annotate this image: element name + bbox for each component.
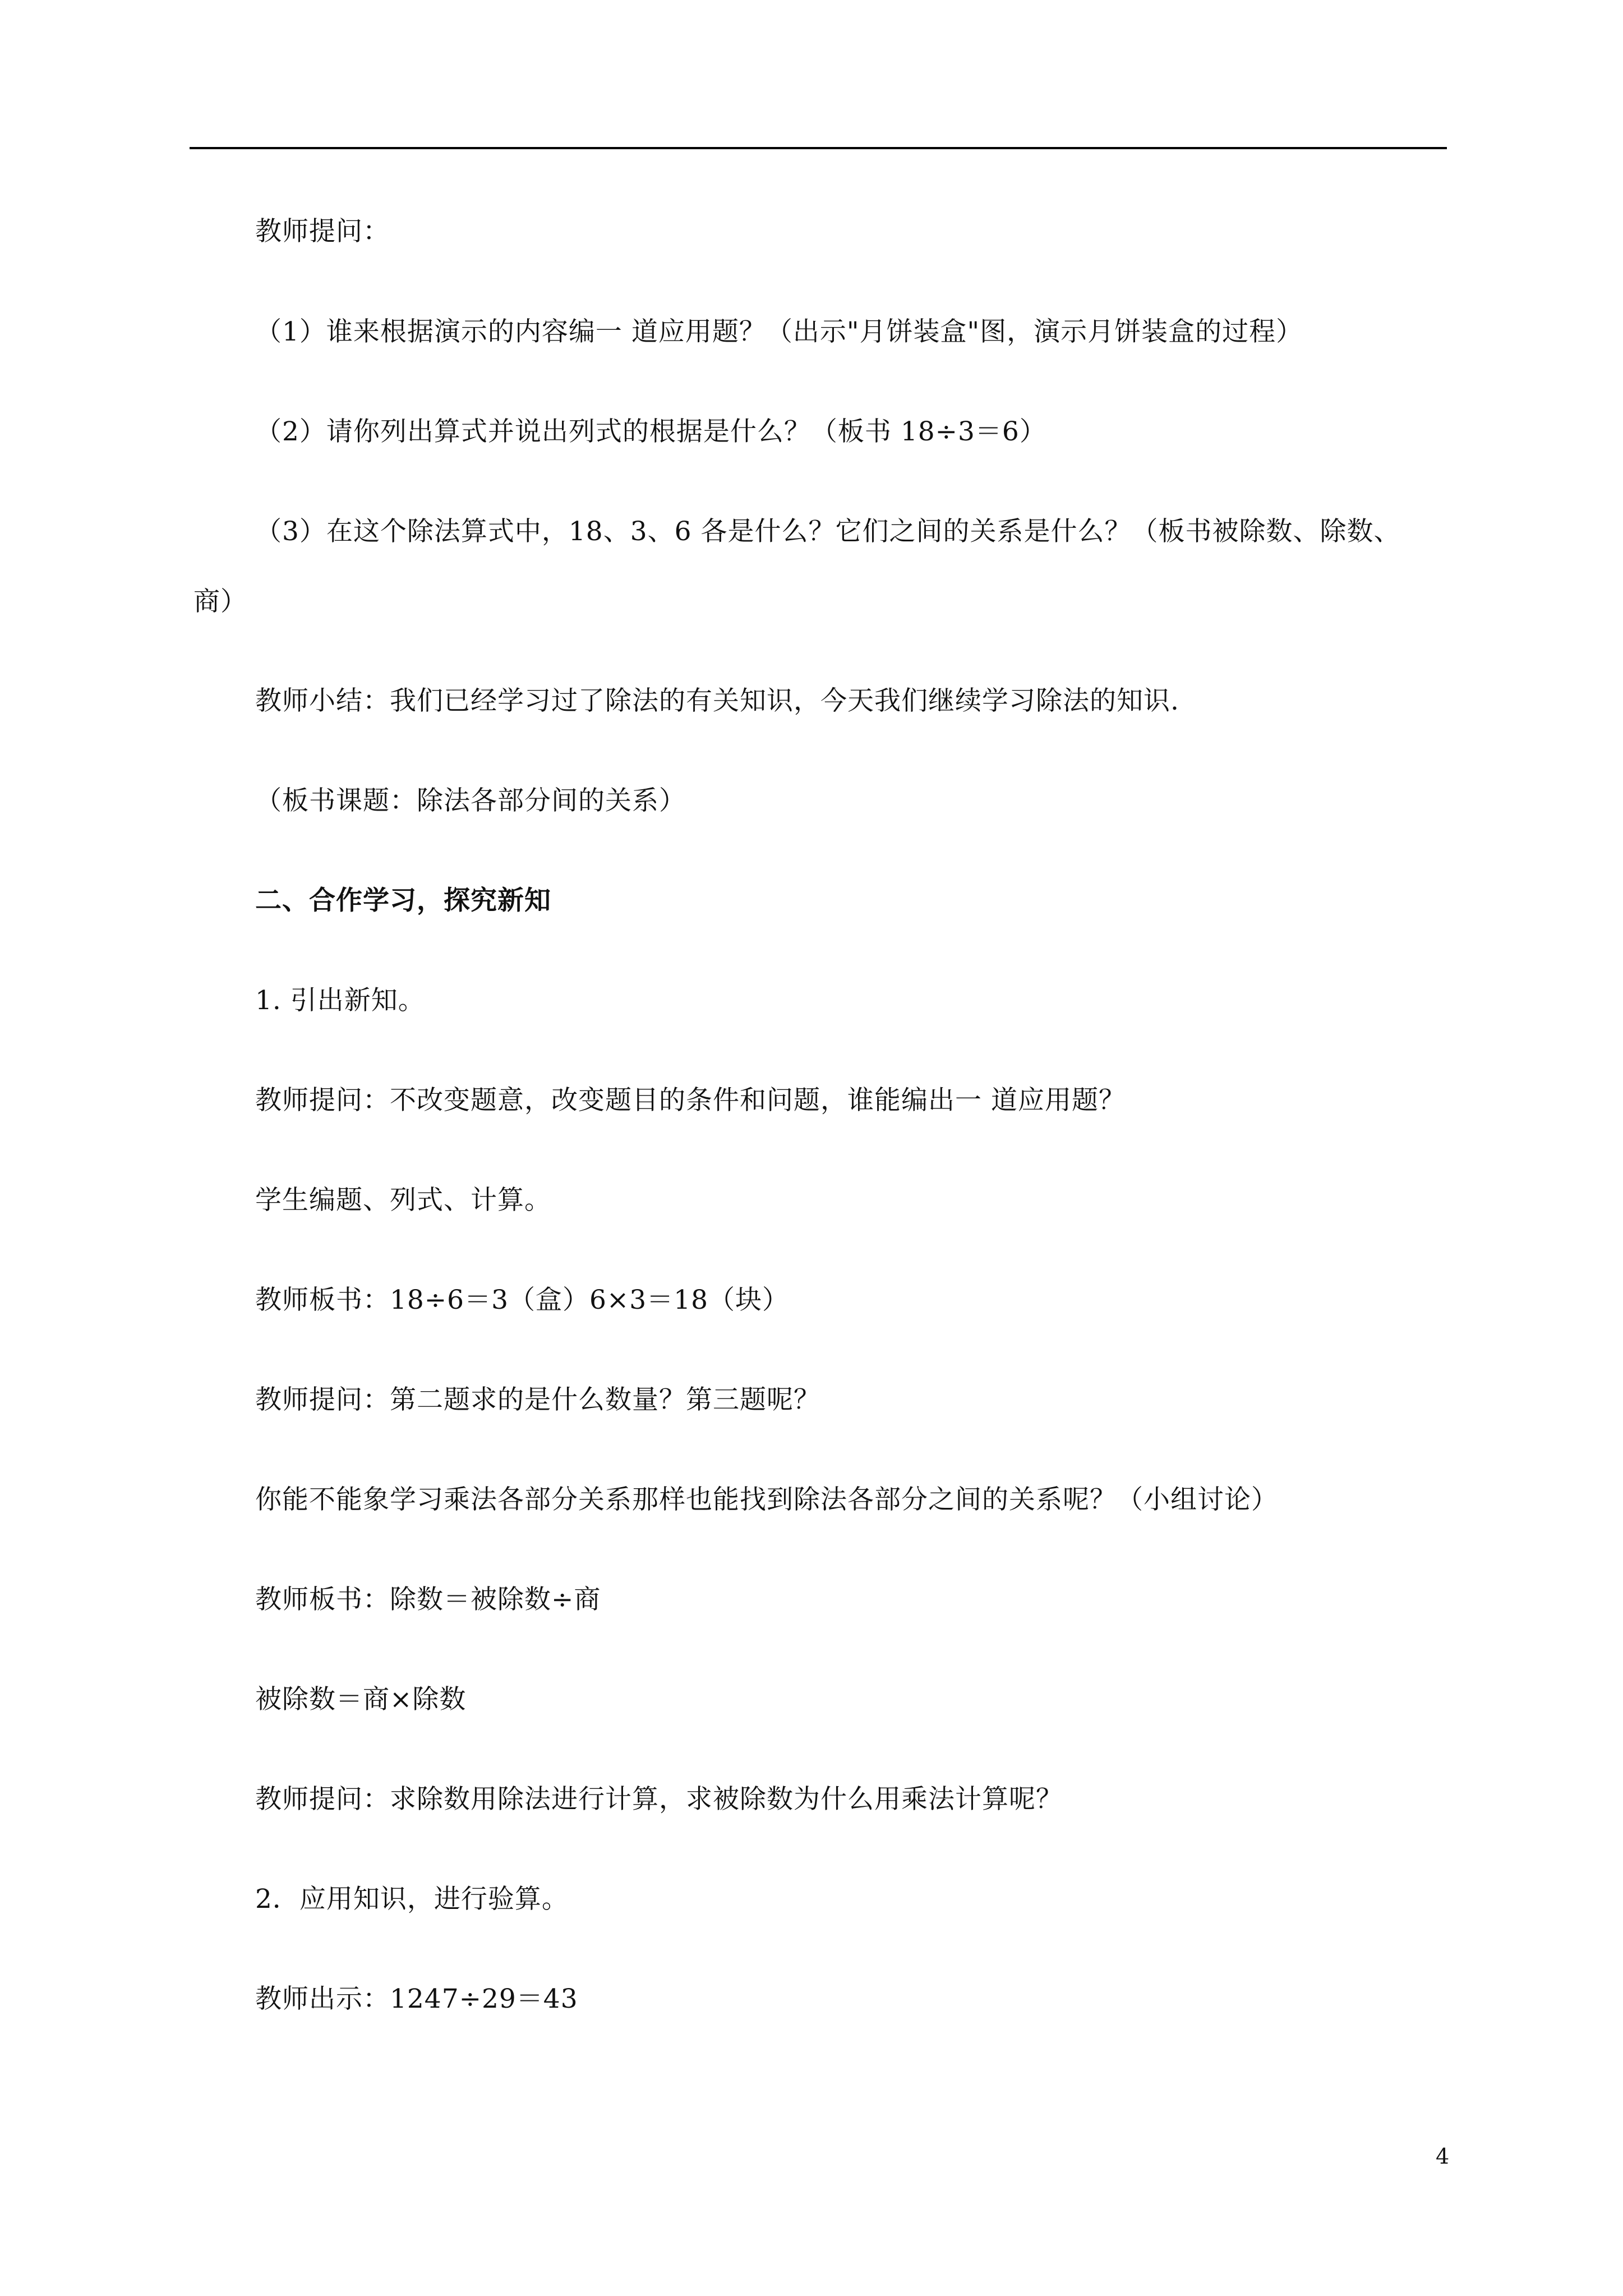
teacher-question-heading: 教师提问： — [255, 216, 390, 247]
section-heading: 二、合作学习，探究新知 — [255, 885, 551, 916]
board-note-1: 教师板书：18÷6＝3（盒）6×3＝18（块） — [255, 1285, 789, 1315]
question-2: （2）请你列出算式并说出列式的根据是什么？（板书 18÷3＝6） — [255, 416, 1046, 447]
page-number: 4 — [1436, 2144, 1450, 2169]
question-3-continued: 商） — [193, 586, 247, 617]
question-3: （3）在这个除法算式中，18、3、6 各是什么？它们之间的关系是什么？（板书被除数、除数、 — [255, 516, 1401, 547]
step-2-heading: 2．应用知识，进行验算。 — [255, 1884, 569, 1915]
step-1-heading: 1. 引出新知。 — [255, 985, 425, 1016]
student-activity: 学生编题、列式、计算。 — [255, 1185, 551, 1216]
teacher-shows-equation: 教师出示：1247÷29＝43 — [255, 1984, 578, 2014]
teacher-question-2: 教师提问：不改变题意，改变题目的条件和问题，谁能编出一 道应用题？ — [255, 1085, 1126, 1116]
teacher-question-3: 教师提问：第二题求的是什么数量？第三题呢？ — [255, 1384, 820, 1415]
formula-line: 被除数＝商×除数 — [255, 1684, 467, 1715]
teacher-question-4: 教师提问：求除数用除法进行计算，求被除数为什么用乘法计算呢？ — [255, 1784, 1063, 1815]
group-discussion: 你能不能象学习乘法各部分关系那样也能找到除法各部分之间的关系呢？（小组讨论） — [255, 1484, 1278, 1515]
question-1: （1）谁来根据演示的内容编一 道应用题？（出示"月饼装盒"图，演示月饼装盒的过程） — [255, 316, 1303, 347]
teacher-summary: 教师小结：我们已经学习过了除法的有关知识，今天我们继续学习除法的知识. — [255, 685, 1179, 716]
board-note-2: 教师板书：除数＝被除数÷商 — [255, 1584, 601, 1615]
lesson-topic: （板书课题：除法各部分间的关系） — [255, 785, 686, 816]
header-rule — [190, 147, 1447, 149]
